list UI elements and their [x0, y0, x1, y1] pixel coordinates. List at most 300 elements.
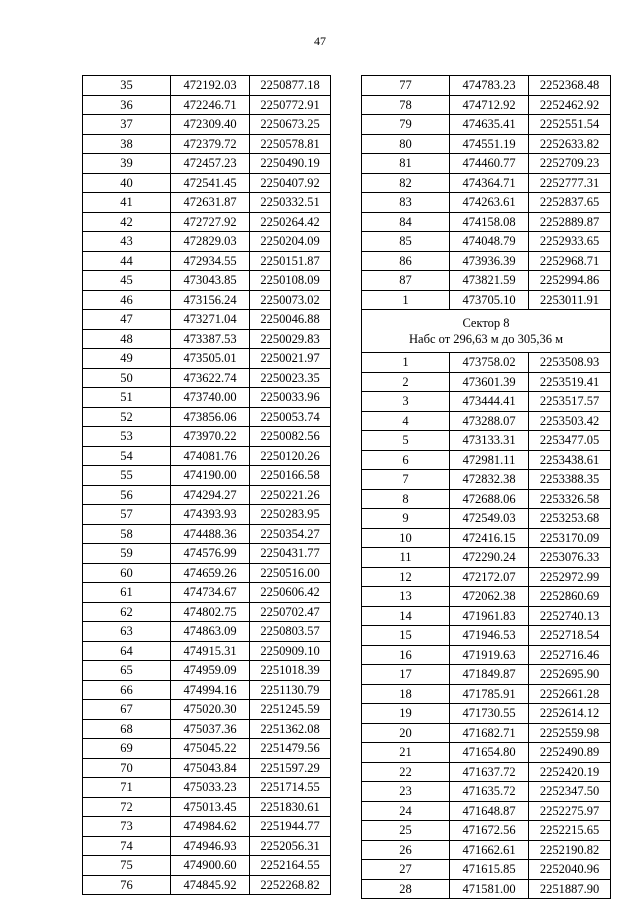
x-coordinate: 472829.03	[171, 232, 250, 252]
x-coordinate: 473133.31	[450, 431, 529, 451]
table-row	[83, 817, 331, 837]
point-number: 21	[362, 743, 450, 763]
y-coordinate: 2250673.25	[250, 115, 331, 135]
table-row	[362, 251, 611, 271]
y-coordinate: 2252462.92	[529, 95, 611, 115]
table-row	[83, 349, 331, 369]
x-coordinate: 472934.55	[171, 251, 250, 271]
x-coordinate: 474488.36	[171, 524, 250, 544]
y-coordinate: 2251130.79	[250, 680, 331, 700]
table-row	[83, 193, 331, 213]
table-row	[362, 271, 611, 291]
y-coordinate: 2252740.13	[529, 606, 611, 626]
x-coordinate: 472172.07	[450, 567, 529, 587]
y-coordinate: 2250431.77	[250, 544, 331, 564]
point-number: 39	[83, 154, 171, 174]
x-coordinate: 471730.55	[450, 704, 529, 724]
x-coordinate: 471654.80	[450, 743, 529, 763]
table-row	[362, 782, 611, 802]
y-coordinate: 2252777.31	[529, 173, 611, 193]
point-number: 18	[362, 684, 450, 704]
point-number: 19	[362, 704, 450, 724]
x-coordinate: 473043.85	[171, 271, 250, 291]
point-number: 15	[362, 626, 450, 646]
point-number: 8	[362, 489, 450, 509]
table-row	[83, 778, 331, 798]
y-coordinate: 2252559.98	[529, 723, 611, 743]
x-coordinate: 472631.87	[171, 193, 250, 213]
y-coordinate: 2251597.29	[250, 758, 331, 778]
table-row	[83, 212, 331, 232]
table-row	[83, 836, 331, 856]
point-number: 27	[362, 860, 450, 880]
point-number: 16	[362, 645, 450, 665]
x-coordinate: 474158.08	[450, 212, 529, 232]
table-row	[83, 251, 331, 271]
x-coordinate: 471648.87	[450, 801, 529, 821]
sector-header-row	[362, 310, 611, 353]
point-number: 67	[83, 700, 171, 720]
table-row	[362, 392, 611, 412]
y-coordinate: 2253438.61	[529, 450, 611, 470]
y-coordinate: 2251830.61	[250, 797, 331, 817]
x-coordinate: 473444.41	[450, 392, 529, 412]
table-row	[362, 115, 611, 135]
table-row	[83, 563, 331, 583]
x-coordinate: 475045.22	[171, 739, 250, 759]
y-coordinate: 2250023.35	[250, 368, 331, 388]
sector-title: Сектор 8	[462, 316, 510, 330]
x-coordinate: 473740.00	[171, 388, 250, 408]
y-coordinate: 2250221.26	[250, 485, 331, 505]
y-coordinate: 2251018.39	[250, 661, 331, 681]
table-row	[362, 801, 611, 821]
y-coordinate: 2250166.58	[250, 466, 331, 486]
y-coordinate: 2250264.42	[250, 212, 331, 232]
x-coordinate: 474712.92	[450, 95, 529, 115]
y-coordinate: 2251887.90	[529, 879, 611, 899]
point-number: 6	[362, 450, 450, 470]
point-number: 61	[83, 583, 171, 603]
x-coordinate: 471637.72	[450, 762, 529, 782]
table-row	[83, 719, 331, 739]
y-coordinate: 2252972.99	[529, 567, 611, 587]
point-number: 86	[362, 251, 450, 271]
table-row	[83, 602, 331, 622]
table-row	[83, 466, 331, 486]
point-number: 69	[83, 739, 171, 759]
point-number: 28	[362, 879, 450, 899]
point-number: 59	[83, 544, 171, 564]
table-row	[83, 700, 331, 720]
x-coordinate: 475013.45	[171, 797, 250, 817]
point-number: 49	[83, 349, 171, 369]
y-coordinate: 2252889.87	[529, 212, 611, 232]
table-row	[83, 641, 331, 661]
x-coordinate: 475020.30	[171, 700, 250, 720]
x-coordinate: 475043.84	[171, 758, 250, 778]
point-number: 35	[83, 76, 171, 96]
sector-header	[362, 310, 611, 353]
point-number: 5	[362, 431, 450, 451]
x-coordinate: 471682.71	[450, 723, 529, 743]
y-coordinate: 2252056.31	[250, 836, 331, 856]
y-coordinate: 2252490.89	[529, 743, 611, 763]
x-coordinate: 473821.59	[450, 271, 529, 291]
point-number: 82	[362, 173, 450, 193]
table-row	[83, 329, 331, 349]
table-row	[83, 271, 331, 291]
x-coordinate: 471946.53	[450, 626, 529, 646]
table-row	[362, 134, 611, 154]
point-number: 36	[83, 95, 171, 115]
point-number: 79	[362, 115, 450, 135]
point-number: 24	[362, 801, 450, 821]
table-row	[83, 583, 331, 603]
y-coordinate: 2252190.82	[529, 840, 611, 860]
x-coordinate: 474802.75	[171, 602, 250, 622]
point-number: 53	[83, 427, 171, 447]
y-coordinate: 2250407.92	[250, 173, 331, 193]
point-number: 25	[362, 821, 450, 841]
y-coordinate: 2252968.71	[529, 251, 611, 271]
x-coordinate: 474048.79	[450, 232, 529, 252]
coordinates-table-right	[361, 75, 611, 899]
x-coordinate: 474734.67	[171, 583, 250, 603]
y-coordinate: 2253326.58	[529, 489, 611, 509]
x-coordinate: 472192.03	[171, 76, 250, 96]
x-coordinate: 474863.09	[171, 622, 250, 642]
x-coordinate: 474915.31	[171, 641, 250, 661]
table-row	[83, 524, 331, 544]
table-row	[83, 388, 331, 408]
x-coordinate: 474984.62	[171, 817, 250, 837]
y-coordinate: 2250877.18	[250, 76, 331, 96]
y-coordinate: 2252837.65	[529, 193, 611, 213]
x-coordinate: 474263.61	[450, 193, 529, 213]
table-row	[362, 450, 611, 470]
table-row	[362, 626, 611, 646]
table-row	[362, 154, 611, 174]
table-row	[362, 193, 611, 213]
table-row	[362, 489, 611, 509]
x-coordinate: 474900.60	[171, 856, 250, 876]
point-number: 65	[83, 661, 171, 681]
x-coordinate: 473271.04	[171, 310, 250, 330]
x-coordinate: 472832.38	[450, 470, 529, 490]
point-number: 78	[362, 95, 450, 115]
y-coordinate: 2253477.05	[529, 431, 611, 451]
table-row	[362, 173, 611, 193]
y-coordinate: 2252347.50	[529, 782, 611, 802]
y-coordinate: 2251245.59	[250, 700, 331, 720]
x-coordinate: 471615.85	[450, 860, 529, 880]
y-coordinate: 2252420.19	[529, 762, 611, 782]
table-row	[83, 758, 331, 778]
point-number: 66	[83, 680, 171, 700]
x-coordinate: 474959.09	[171, 661, 250, 681]
y-coordinate: 2253508.93	[529, 353, 611, 373]
table-row	[362, 840, 611, 860]
x-coordinate: 471919.63	[450, 645, 529, 665]
point-number: 48	[83, 329, 171, 349]
x-coordinate: 475033.23	[171, 778, 250, 798]
y-coordinate: 2252716.46	[529, 645, 611, 665]
point-number: 72	[83, 797, 171, 817]
table-row	[83, 310, 331, 330]
point-number: 58	[83, 524, 171, 544]
y-coordinate: 2253517.57	[529, 392, 611, 412]
table-row	[83, 856, 331, 876]
x-coordinate: 474576.99	[171, 544, 250, 564]
table-row	[362, 353, 611, 373]
x-coordinate: 473705.10	[450, 290, 529, 310]
x-coordinate: 472457.23	[171, 154, 250, 174]
x-coordinate: 473758.02	[450, 353, 529, 373]
point-number: 14	[362, 606, 450, 626]
table-row	[362, 212, 611, 232]
point-number: 26	[362, 840, 450, 860]
table-row	[83, 875, 331, 895]
table-row	[362, 645, 611, 665]
y-coordinate: 2253388.35	[529, 470, 611, 490]
y-coordinate: 2252994.86	[529, 271, 611, 291]
y-coordinate: 2250354.27	[250, 524, 331, 544]
y-coordinate: 2253503.42	[529, 411, 611, 431]
y-coordinate: 2250702.47	[250, 602, 331, 622]
x-coordinate: 471849.87	[450, 665, 529, 685]
x-coordinate: 472309.40	[171, 115, 250, 135]
table-row	[362, 587, 611, 607]
point-number: 81	[362, 154, 450, 174]
point-number: 47	[83, 310, 171, 330]
point-number: 1	[362, 290, 450, 310]
point-number: 56	[83, 485, 171, 505]
x-coordinate: 474393.93	[171, 505, 250, 525]
x-coordinate: 471785.91	[450, 684, 529, 704]
table-row	[83, 154, 331, 174]
point-number: 37	[83, 115, 171, 135]
x-coordinate: 472727.92	[171, 212, 250, 232]
point-number: 73	[83, 817, 171, 837]
point-number: 77	[362, 76, 450, 96]
y-coordinate: 2250909.10	[250, 641, 331, 661]
coordinates-table-left	[82, 75, 331, 895]
x-coordinate: 474551.19	[450, 134, 529, 154]
x-coordinate: 474946.93	[171, 836, 250, 856]
table-row	[362, 762, 611, 782]
table-row	[362, 684, 611, 704]
x-coordinate: 474081.76	[171, 446, 250, 466]
table-row	[83, 485, 331, 505]
table-row	[362, 821, 611, 841]
table-row	[362, 606, 611, 626]
y-coordinate: 2250053.74	[250, 407, 331, 427]
y-coordinate: 2250021.97	[250, 349, 331, 369]
y-coordinate: 2250772.91	[250, 95, 331, 115]
x-coordinate: 474659.26	[171, 563, 250, 583]
y-coordinate: 2250151.87	[250, 251, 331, 271]
y-coordinate: 2250606.42	[250, 583, 331, 603]
point-number: 85	[362, 232, 450, 252]
y-coordinate: 2252368.48	[529, 76, 611, 96]
y-coordinate: 2250490.19	[250, 154, 331, 174]
table-row	[83, 115, 331, 135]
point-number: 7	[362, 470, 450, 490]
y-coordinate: 2253011.91	[529, 290, 611, 310]
y-coordinate: 2252551.54	[529, 115, 611, 135]
x-coordinate: 472290.24	[450, 548, 529, 568]
x-coordinate: 472549.03	[450, 509, 529, 529]
table-row	[83, 290, 331, 310]
point-number: 80	[362, 134, 450, 154]
sector-subtitle: Набс от 296,63 м до 305,36 м	[409, 332, 563, 346]
table-row	[362, 665, 611, 685]
x-coordinate: 474364.71	[450, 173, 529, 193]
x-coordinate: 471662.61	[450, 840, 529, 860]
point-number: 57	[83, 505, 171, 525]
point-number: 60	[83, 563, 171, 583]
x-coordinate: 472246.71	[171, 95, 250, 115]
x-coordinate: 471635.72	[450, 782, 529, 802]
table-row	[362, 548, 611, 568]
table-row	[362, 290, 611, 310]
y-coordinate: 2253170.09	[529, 528, 611, 548]
y-coordinate: 2250578.81	[250, 134, 331, 154]
y-coordinate: 2250046.88	[250, 310, 331, 330]
y-coordinate: 2252695.90	[529, 665, 611, 685]
y-coordinate: 2251714.55	[250, 778, 331, 798]
table-row	[362, 431, 611, 451]
table-row	[83, 134, 331, 154]
x-coordinate: 473970.22	[171, 427, 250, 447]
point-number: 62	[83, 602, 171, 622]
y-coordinate: 2253253.68	[529, 509, 611, 529]
y-coordinate: 2251362.08	[250, 719, 331, 739]
point-number: 41	[83, 193, 171, 213]
x-coordinate: 473288.07	[450, 411, 529, 431]
table-row	[362, 879, 611, 899]
point-number: 76	[83, 875, 171, 895]
point-number: 11	[362, 548, 450, 568]
x-coordinate: 473387.53	[171, 329, 250, 349]
table-row	[362, 704, 611, 724]
x-coordinate: 471672.56	[450, 821, 529, 841]
y-coordinate: 2250516.00	[250, 563, 331, 583]
x-coordinate: 471961.83	[450, 606, 529, 626]
point-number: 1	[362, 353, 450, 373]
point-number: 83	[362, 193, 450, 213]
point-number: 2	[362, 372, 450, 392]
y-coordinate: 2251479.56	[250, 739, 331, 759]
table-row	[83, 505, 331, 525]
x-coordinate: 474635.41	[450, 115, 529, 135]
point-number: 10	[362, 528, 450, 548]
point-number: 54	[83, 446, 171, 466]
table-row	[83, 173, 331, 193]
point-number: 46	[83, 290, 171, 310]
x-coordinate: 474783.23	[450, 76, 529, 96]
y-coordinate: 2250082.56	[250, 427, 331, 447]
x-coordinate: 472062.38	[450, 587, 529, 607]
point-number: 20	[362, 723, 450, 743]
table-row	[83, 95, 331, 115]
point-number: 22	[362, 762, 450, 782]
x-coordinate: 474845.92	[171, 875, 250, 895]
y-coordinate: 2250283.95	[250, 505, 331, 525]
x-coordinate: 473505.01	[171, 349, 250, 369]
y-coordinate: 2250033.96	[250, 388, 331, 408]
y-coordinate: 2252860.69	[529, 587, 611, 607]
table-row	[83, 661, 331, 681]
table-row	[83, 427, 331, 447]
table-row	[83, 797, 331, 817]
x-coordinate: 473936.39	[450, 251, 529, 271]
table-row	[362, 95, 611, 115]
point-number: 4	[362, 411, 450, 431]
y-coordinate: 2252633.82	[529, 134, 611, 154]
table-row	[362, 372, 611, 392]
y-coordinate: 2252268.82	[250, 875, 331, 895]
x-coordinate: 472379.72	[171, 134, 250, 154]
x-coordinate: 473156.24	[171, 290, 250, 310]
table-row	[362, 509, 611, 529]
point-number: 40	[83, 173, 171, 193]
table-row	[362, 723, 611, 743]
point-number: 12	[362, 567, 450, 587]
x-coordinate: 472688.06	[450, 489, 529, 509]
x-coordinate: 474994.16	[171, 680, 250, 700]
table-row	[362, 528, 611, 548]
y-coordinate: 2251944.77	[250, 817, 331, 837]
table-row	[83, 407, 331, 427]
x-coordinate: 473856.06	[171, 407, 250, 427]
table-row	[83, 544, 331, 564]
x-coordinate: 474294.27	[171, 485, 250, 505]
point-number: 68	[83, 719, 171, 739]
y-coordinate: 2250108.09	[250, 271, 331, 291]
point-number: 52	[83, 407, 171, 427]
point-number: 17	[362, 665, 450, 685]
table-row	[83, 76, 331, 96]
y-coordinate: 2250332.51	[250, 193, 331, 213]
x-coordinate: 472541.45	[171, 173, 250, 193]
x-coordinate: 474460.77	[450, 154, 529, 174]
page-number: 47	[314, 34, 326, 48]
y-coordinate: 2252661.28	[529, 684, 611, 704]
point-number: 38	[83, 134, 171, 154]
table-row	[362, 411, 611, 431]
table-row	[362, 860, 611, 880]
point-number: 3	[362, 392, 450, 412]
table-row	[83, 368, 331, 388]
y-coordinate: 2252614.12	[529, 704, 611, 724]
point-number: 71	[83, 778, 171, 798]
table-row	[362, 743, 611, 763]
table-row	[83, 739, 331, 759]
point-number: 45	[83, 271, 171, 291]
y-coordinate: 2250120.26	[250, 446, 331, 466]
x-coordinate: 472416.15	[450, 528, 529, 548]
x-coordinate: 472981.11	[450, 450, 529, 470]
y-coordinate: 2250204.09	[250, 232, 331, 252]
table-row	[83, 622, 331, 642]
x-coordinate: 471581.00	[450, 879, 529, 899]
y-coordinate: 2253519.41	[529, 372, 611, 392]
y-coordinate: 2252040.96	[529, 860, 611, 880]
y-coordinate: 2252709.23	[529, 154, 611, 174]
y-coordinate: 2250803.57	[250, 622, 331, 642]
